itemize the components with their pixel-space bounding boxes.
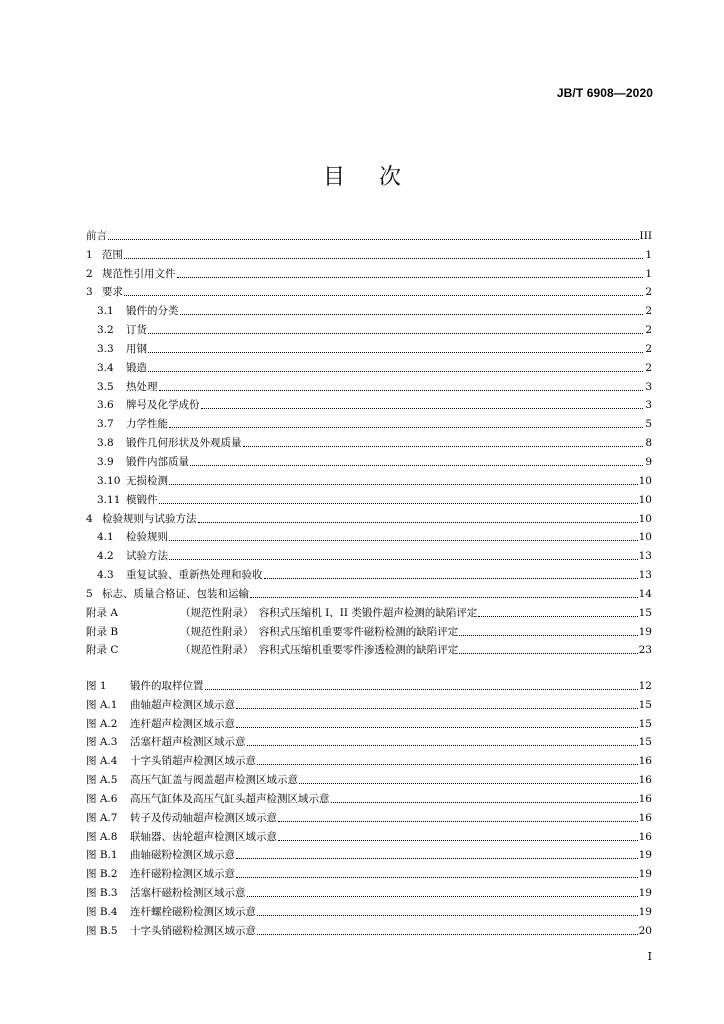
- toc-entry-page: 8: [645, 437, 652, 450]
- toc-entry-title: （规范性附录） 容积式压缩机重要零件渗透检测的缺陷评定: [180, 644, 459, 657]
- toc-entry: [86, 299, 652, 318]
- toc-entry-number: 3.11: [97, 493, 121, 506]
- toc-entry-title: 订货: [126, 324, 147, 337]
- toc-entry: [86, 919, 652, 938]
- toc-entry-page: 2: [645, 286, 652, 299]
- dot-leader: [236, 857, 638, 859]
- toc-entry-number: 4.2: [97, 550, 114, 563]
- dot-leader: [198, 521, 638, 523]
- dot-leader: [148, 370, 643, 372]
- dot-leader: [250, 596, 638, 598]
- toc-entry-title: 锻件的取样位置: [130, 679, 204, 692]
- toc-entry-page: 12: [638, 679, 652, 692]
- toc-entry-number: 图 A.1: [86, 698, 118, 711]
- toc-entry: [86, 731, 652, 750]
- toc-entry-page: 5: [645, 418, 652, 431]
- toc-entry-title: 锻件内部质量: [126, 455, 189, 468]
- dot-leader: [159, 502, 638, 504]
- toc-entry-page: 14: [638, 587, 652, 600]
- toc-entry-number: 3.5: [97, 380, 114, 393]
- toc-entry-number: 3.2: [97, 324, 114, 337]
- toc-entry-page: 15: [638, 736, 652, 749]
- toc-entry-page: 3: [645, 380, 652, 393]
- toc-entry: [86, 243, 652, 262]
- toc-entry: [86, 281, 652, 300]
- toc-entry-title: 锻件几何形状及外观质量: [126, 437, 242, 450]
- dot-leader: [169, 539, 638, 541]
- toc-entry-page: 1: [645, 248, 652, 261]
- toc-entry: [86, 375, 652, 394]
- dot-leader: [243, 445, 644, 447]
- toc-entry-page: 13: [638, 550, 652, 563]
- toc-entry-number: 3.1: [97, 305, 114, 318]
- dot-leader: [205, 688, 638, 690]
- dot-leader: [169, 426, 643, 428]
- dot-leader: [108, 238, 639, 240]
- dot-leader: [278, 820, 638, 822]
- toc-entry-number: 3.10: [97, 474, 121, 487]
- toc-entry-number: 附录 B: [86, 625, 119, 638]
- toc-entry-page: 15: [638, 606, 652, 619]
- toc-entry-title: 十字头销磁粉检测区域示意: [130, 924, 256, 937]
- toc-entry: [86, 601, 652, 620]
- toc-entry-title: 试验方法: [126, 550, 168, 563]
- toc-entry-number: 1: [86, 248, 93, 261]
- toc-entry-title: 检验规则: [126, 531, 168, 544]
- toc-entry: [86, 768, 652, 787]
- toc-entry: [86, 394, 652, 413]
- toc-entry: [86, 749, 652, 768]
- dot-leader: [159, 389, 644, 391]
- toc-entry: [86, 262, 652, 281]
- toc-entry-page: 19: [638, 887, 652, 900]
- dot-leader: [264, 577, 638, 579]
- toc-entry-number: 图 B.3: [86, 887, 118, 900]
- toc-entry-number: 图 B.2: [86, 868, 118, 881]
- toc-entry-number: 图 1: [86, 679, 107, 692]
- dot-leader: [148, 351, 643, 353]
- toc-entry: [86, 318, 652, 337]
- toc-entry-title: 锻件的分类: [126, 305, 179, 318]
- toc-entry-page: 16: [638, 811, 652, 824]
- toc-entry-number: 2: [86, 267, 93, 280]
- dot-leader: [177, 276, 644, 278]
- toc-entry-page: 19: [638, 905, 652, 918]
- toc-entry-page: 19: [638, 849, 652, 862]
- toc-entry: [86, 900, 652, 919]
- toc-entry-title: 高压气缸盖与阀盖超声检测区域示意: [130, 774, 298, 787]
- toc-entry-page: 9: [645, 455, 652, 468]
- toc-title: 目次: [322, 165, 435, 190]
- toc-entry-page: 10: [638, 493, 652, 506]
- toc-entry-number: 3: [86, 286, 93, 299]
- toc-entry-page: 2: [645, 324, 652, 337]
- toc-entry-number: 图 B.4: [86, 905, 118, 918]
- dot-leader: [299, 782, 638, 784]
- toc-entry-title: 用钢: [126, 342, 147, 355]
- toc-entry-title: 模锻件: [126, 493, 158, 506]
- toc-entry-title: 曲轴超声检测区域示意: [130, 698, 235, 711]
- dot-leader: [148, 332, 643, 334]
- dot-leader: [247, 744, 638, 746]
- toc-entry-title: 前言: [86, 229, 107, 242]
- dot-leader: [190, 464, 643, 466]
- toc-entry-page: III: [639, 229, 652, 242]
- toc-entry-title: 热处理: [126, 380, 158, 393]
- toc-entry-title: （规范性附录） 容积式压缩机 I、II 类锻件超声检测的缺陷评定: [180, 606, 478, 619]
- toc-entry-page: 10: [638, 474, 652, 487]
- toc-entry: [86, 526, 652, 545]
- dot-leader: [124, 294, 643, 296]
- toc-entry-number: 图 A.3: [86, 736, 118, 749]
- dot-leader: [236, 707, 638, 709]
- dot-leader: [236, 876, 638, 878]
- toc-entry-page: 15: [638, 698, 652, 711]
- toc-entry: [86, 620, 652, 639]
- toc-entry: [86, 431, 652, 450]
- toc-entry: [86, 337, 652, 356]
- toc-entry-number: 图 A.4: [86, 755, 118, 768]
- document-code: JB/T 6908—2020: [556, 86, 653, 100]
- toc-entry-page: 2: [645, 361, 652, 374]
- toc-entry-title: 牌号及化学成份: [126, 399, 200, 412]
- dot-leader: [169, 558, 638, 560]
- toc-entry-number: 4.1: [97, 531, 114, 544]
- toc-entry: [86, 582, 652, 601]
- dot-leader: [278, 839, 638, 841]
- toc-entry: [86, 563, 652, 582]
- toc-entry-page: 10: [638, 512, 652, 525]
- dot-leader: [257, 914, 638, 916]
- toc-entry-title: 力学性能: [126, 418, 168, 431]
- toc-entry-page: 23: [638, 644, 652, 657]
- toc-entry-number: 图 B.5: [86, 924, 118, 937]
- dot-leader: [459, 652, 637, 654]
- toc-entry: [86, 412, 652, 431]
- toc-entry-title: 标志、质量合格证、包装和运输: [102, 587, 249, 600]
- toc-entry: [86, 712, 652, 731]
- toc-entry-title: 联轴器、齿轮超声检测区域示意: [130, 830, 277, 843]
- toc-entry-number: 3.3: [97, 342, 114, 355]
- toc-entry-page: 15: [638, 717, 652, 730]
- toc-entry: [86, 674, 652, 693]
- toc-entry-number: 图 A.8: [86, 830, 118, 843]
- toc-entry-number: 3.4: [97, 361, 114, 374]
- dot-leader: [478, 615, 637, 617]
- toc-entry: [86, 844, 652, 863]
- toc-entry-number: 3.6: [97, 399, 114, 412]
- toc-entry-title: 活塞杆超声检测区域示意: [130, 736, 246, 749]
- dot-leader: [331, 801, 638, 803]
- toc-entry-page: 1: [645, 267, 652, 280]
- toc-entry-page: 3: [645, 399, 652, 412]
- dot-leader: [180, 313, 644, 315]
- toc-entry-page: 16: [638, 755, 652, 768]
- toc-entry: [86, 825, 652, 844]
- dot-leader: [257, 763, 638, 765]
- toc-entry-page: 19: [638, 868, 652, 881]
- dot-leader: [124, 257, 643, 259]
- toc-entry-title: 高压气缸体及高压气缸头超声检测区域示意: [130, 792, 330, 805]
- list-of-figures: [86, 674, 652, 938]
- toc-entry-number: 4: [86, 512, 93, 525]
- toc-entry: [86, 787, 652, 806]
- toc-entry-title: 锻造: [126, 361, 147, 374]
- toc-entry-title: 范围: [102, 248, 123, 261]
- toc-entry-page: 16: [638, 774, 652, 787]
- toc-entry-page: 2: [645, 305, 652, 318]
- dot-leader: [247, 895, 638, 897]
- toc-entry-page: 16: [638, 830, 652, 843]
- toc-entry-number: 图 B.1: [86, 849, 118, 862]
- toc-entry-page: 16: [638, 792, 652, 805]
- toc-entry-page: 19: [638, 625, 652, 638]
- dot-leader: [169, 483, 638, 485]
- dot-leader: [257, 933, 638, 935]
- toc-entry-number: 附录 A: [86, 606, 118, 619]
- toc-entry: [86, 693, 652, 712]
- toc-entry-title: （规范性附录） 容积式压缩机重要零件磁粉检测的缺陷评定: [180, 625, 459, 638]
- toc-entry-title: 连杆螺栓磁粉检测区域示意: [130, 905, 256, 918]
- toc-entry-title: 要求: [102, 286, 123, 299]
- toc-entry: [86, 806, 652, 825]
- toc-entry-title: 转子及传动轴超声检测区域示意: [130, 811, 277, 824]
- toc-entry-number: 图 A.5: [86, 774, 118, 787]
- toc-entry-title: 重复试验、重新热处理和验收: [126, 569, 263, 582]
- toc-entry-number: 5: [86, 587, 93, 600]
- toc-entry-title: 检验规则与试验方法: [102, 512, 197, 525]
- toc-entry-number: 3.9: [97, 455, 114, 468]
- toc-entry-number: 图 A.6: [86, 792, 118, 805]
- toc-entry: [86, 507, 652, 526]
- toc-entry: [86, 224, 652, 243]
- toc-entry-title: 连杆超声检测区域示意: [130, 717, 235, 730]
- toc-entry: [86, 862, 652, 881]
- toc-entry: [86, 881, 652, 900]
- toc-entry-page: 20: [638, 924, 652, 937]
- toc-entry-page: 2: [645, 342, 652, 355]
- toc-entry: [86, 356, 652, 375]
- toc-entry-number: 图 A.2: [86, 717, 118, 730]
- toc-entry-page: 13: [638, 569, 652, 582]
- toc-entry-title: 规范性引用文件: [102, 267, 176, 280]
- toc-entry-title: 十字头销超声检测区域示意: [130, 755, 256, 768]
- toc-entry-number: 3.8: [97, 437, 114, 450]
- toc-entry-page: 10: [638, 531, 652, 544]
- toc-entry: [86, 544, 652, 563]
- toc-entry-title: 活塞杆磁粉检测区域示意: [130, 887, 246, 900]
- page-number: I: [647, 950, 652, 963]
- toc-entry-number: 附录 C: [86, 644, 119, 657]
- table-of-contents: [86, 224, 652, 657]
- toc-entry-title: 曲轴磁粉检测区域示意: [130, 849, 235, 862]
- toc-entry: [86, 639, 652, 658]
- toc-entry: [86, 450, 652, 469]
- toc-entry-number: 图 A.7: [86, 811, 118, 824]
- toc-entry-title: 连杆磁粉检测区域示意: [130, 868, 235, 881]
- dot-leader: [201, 407, 644, 409]
- toc-entry-title: 无损检测: [126, 474, 168, 487]
- toc-entry: [86, 488, 652, 507]
- toc-entry: [86, 469, 652, 488]
- toc-entry-number: 4.3: [97, 569, 114, 582]
- dot-leader: [459, 634, 637, 636]
- toc-entry-number: 3.7: [97, 418, 114, 431]
- dot-leader: [236, 726, 638, 728]
